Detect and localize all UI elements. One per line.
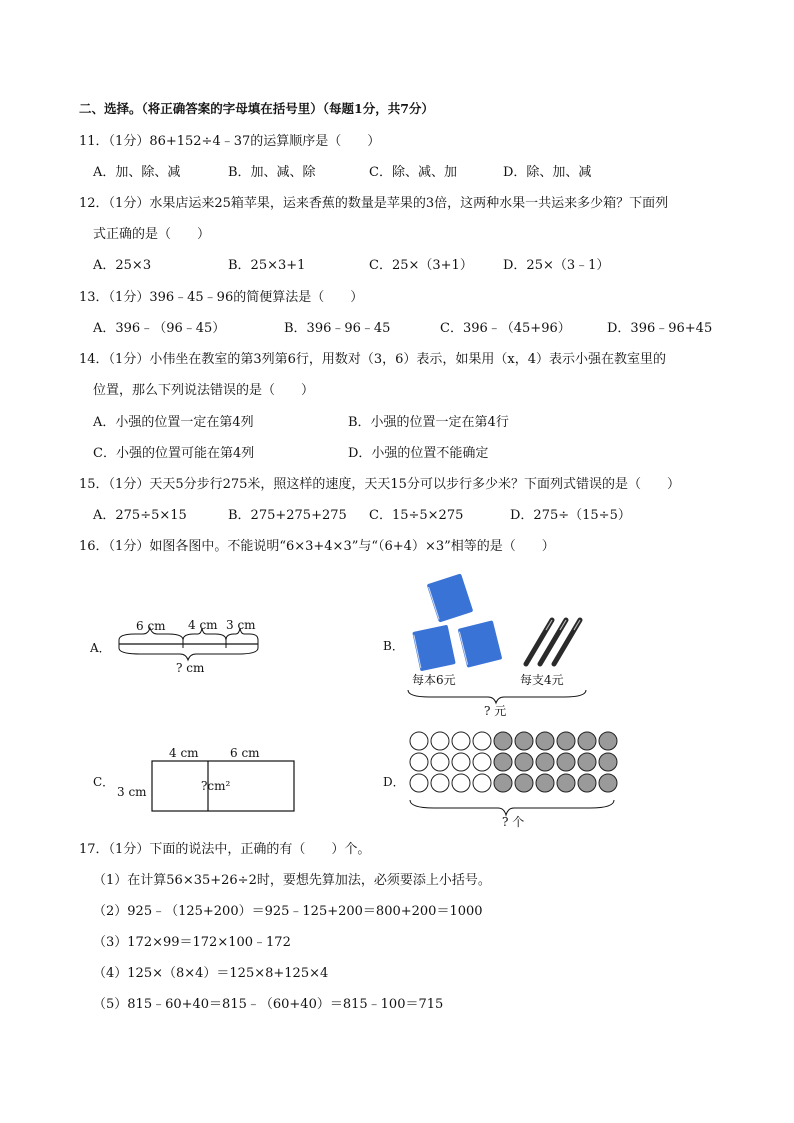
question-13-stem: 13．（1分）396﹣45﹣96的简便算法是（ ） [79, 290, 364, 305]
notebook-icon [427, 573, 474, 622]
figure-b [380, 570, 595, 720]
gray-dot [494, 753, 512, 771]
q12-option-b: B．25×3+1 [228, 258, 306, 273]
brace-total [119, 648, 258, 660]
white-dot [410, 774, 428, 792]
gray-dot [536, 732, 554, 750]
q17-statement-4: （4）125×（8×4）＝125×8+125×4 [93, 966, 329, 981]
figure-c-letter: C． [93, 775, 115, 789]
white-dot [410, 753, 428, 771]
figure-b-letter: B． [383, 639, 404, 653]
figure-c-area: ?cm² [201, 779, 231, 793]
brace-total [408, 690, 586, 703]
question-12-stem: 12．（1分）水果店运来25箱苹果，运来香蕉的数量是苹果的3倍，这两种水果一共运来多少箱？下面列 [79, 196, 669, 211]
q13-option-b: B．396﹣96﹣45 [284, 321, 391, 336]
q14-option-d: D．小强的位置不能确定 [348, 446, 489, 461]
gray-dot [557, 774, 575, 792]
gray-dot [578, 732, 596, 750]
gray-dot [557, 753, 575, 771]
white-dot [410, 732, 428, 750]
figure-b-price-book: 每本6元 [412, 673, 456, 687]
gray-dot [599, 732, 617, 750]
gray-dot [515, 753, 533, 771]
question-17-stem: 17．（1分）下面的说法中，正确的有（ ）个。 [79, 842, 371, 857]
q11-option-c: C．除、减、加 [369, 165, 457, 180]
white-dot [452, 774, 470, 792]
q14-option-b: B．小强的位置一定在第4行 [348, 415, 509, 430]
figure-d-total: ? 个 [502, 815, 525, 828]
q17-statement-2: （2）925﹣（125+200）＝925﹣125+200＝800+200＝1000 [93, 904, 483, 919]
q17-statement-1: （1）在计算56×35+26÷2时，要想先算加法，必须要添上小括号。 [93, 873, 491, 888]
q15-option-b: B．275+275+275 [228, 508, 347, 523]
white-dot [431, 774, 449, 792]
q11-option-d: D．除、加、减 [503, 165, 592, 180]
figure-c-side: 3 cm [117, 785, 147, 799]
figure-a-seg3: 3 cm [226, 618, 256, 632]
question-12-stem-cont: 式正确的是（ ） [93, 227, 211, 242]
figure-a-seg2: 4 cm [188, 618, 218, 632]
gray-dot [494, 732, 512, 750]
white-dot [473, 774, 491, 792]
white-dot [452, 753, 470, 771]
q12-option-a: A．25×3 [93, 258, 152, 273]
section-header: 二、选择。（将正确答案的字母填在括号里）（每题1分，共7分） [79, 101, 434, 116]
q14-option-c: C．小强的位置可能在第4列 [93, 446, 255, 461]
white-dot [473, 732, 491, 750]
gray-dot [578, 753, 596, 771]
gray-dot [515, 732, 533, 750]
q13-option-c: C．396﹣（45+96） [440, 321, 571, 336]
q11-option-b: B．加、减、除 [228, 165, 316, 180]
figure-b-total: ? 元 [484, 704, 507, 718]
q14-option-a: A．小强的位置一定在第4列 [93, 415, 254, 430]
question-14-stem-cont: 位置，那么下列说法错误的是（ ） [93, 383, 315, 398]
brace-total [410, 800, 614, 815]
q15-option-c: C．15÷5×275 [369, 508, 464, 523]
gray-dot [494, 774, 512, 792]
white-dot [431, 753, 449, 771]
q13-option-a: A．396﹣（96﹣45） [93, 321, 226, 336]
notebook-icon [458, 620, 503, 668]
figure-b-price-pen: 每支4元 [520, 673, 564, 687]
notebook-icon [412, 625, 456, 672]
figure-a-total: ? cm [176, 661, 205, 675]
question-16-stem: 16．（1分）如图各图中。不能说明“6×3+4×3”与“（6+4）×3”相等的是（ ） [79, 539, 555, 554]
gray-dot [536, 753, 554, 771]
figure-c-top2: 6 cm [230, 746, 260, 760]
q17-statement-5: （5）815﹣60+40＝815﹣（60+40）＝815﹣100＝715 [93, 997, 444, 1012]
gray-dot [599, 753, 617, 771]
figure-d [380, 728, 620, 828]
figure-a-letter: A． [90, 641, 111, 655]
q12-option-c: C．25×（3+1） [369, 258, 473, 273]
q17-statement-3: （3）172×99＝172×100﹣172 [93, 935, 291, 950]
question-11-stem: 11．（1分）86+152÷4﹣37的运算顺序是（ ） [79, 134, 381, 149]
figure-c [90, 740, 305, 820]
white-dot [452, 732, 470, 750]
question-14-stem: 14．（1分）小伟坐在教室的第3列第6行，用数对（3，6）表示，如果用（x，4）表示小强在教室里的 [79, 352, 667, 367]
q13-option-d: D．396﹣96+45 [607, 321, 713, 336]
q11-option-a: A．加、除、减 [93, 165, 181, 180]
q15-option-a: A．275÷5×15 [93, 508, 187, 523]
gray-dot [578, 774, 596, 792]
figure-c-top1: 4 cm [169, 746, 199, 760]
q12-option-d: D．25×（3﹣1） [503, 258, 610, 273]
gray-dot [557, 732, 575, 750]
q15-option-d: D．275÷（15÷5） [510, 508, 631, 523]
gray-dot [599, 774, 617, 792]
pen-icon [526, 620, 580, 664]
gray-dot [536, 774, 554, 792]
figure-d-letter: D． [383, 775, 405, 789]
white-dot [473, 753, 491, 771]
gray-dot [515, 774, 533, 792]
white-dot [431, 732, 449, 750]
figure-a [90, 610, 270, 680]
question-15-stem: 15．（1分）天天5分步行275米，照这样的速度，天天15分可以步行多少米？下面列式错误的是（ ） [79, 477, 680, 492]
figure-a-seg1: 6 cm [136, 619, 166, 633]
